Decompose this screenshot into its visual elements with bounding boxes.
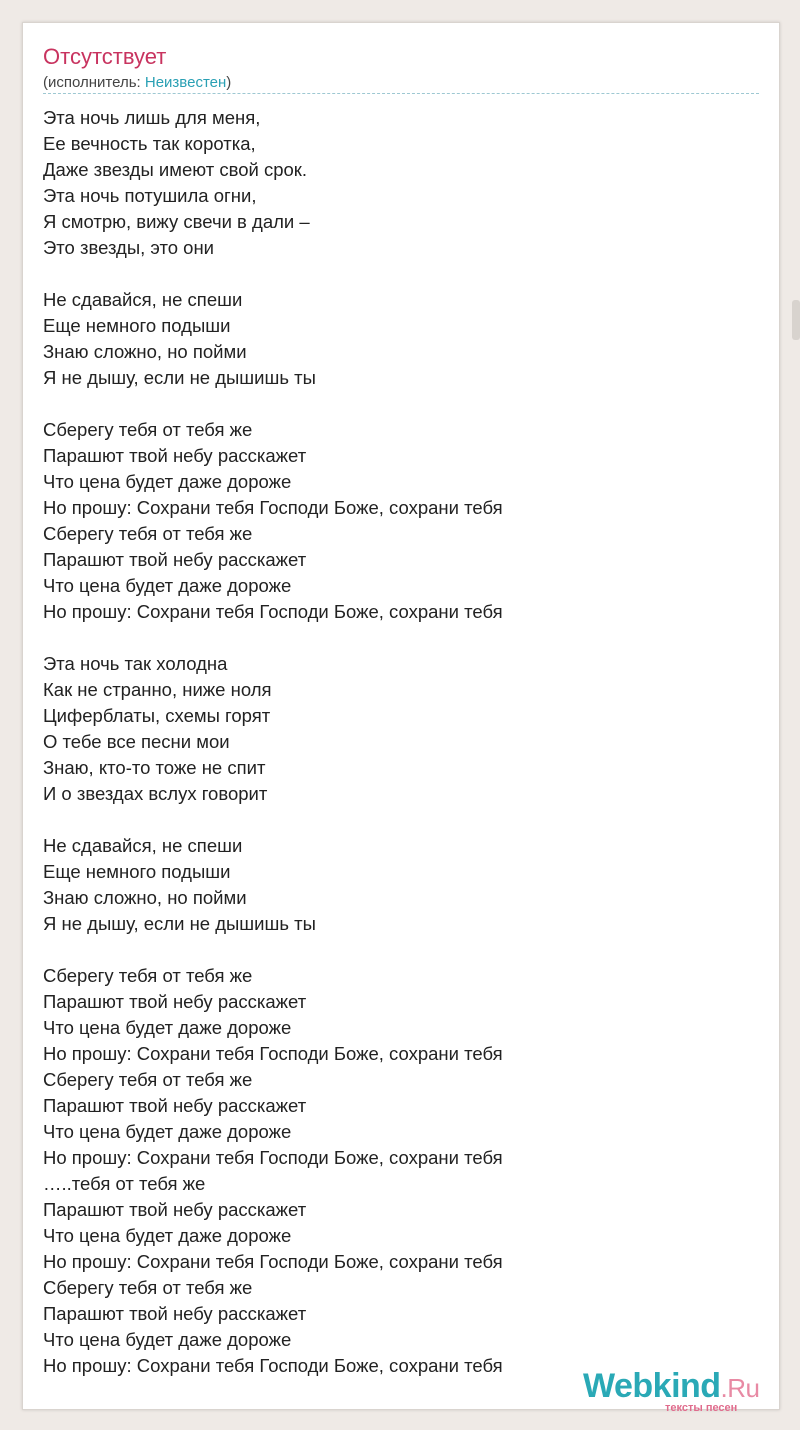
lyric-line: Но прошу: Сохрани тебя Господи Боже, сохрани тебя (43, 1355, 503, 1376)
lyric-line: И о звездах вслух говорит (43, 783, 268, 804)
dashed-divider (43, 93, 759, 94)
lyric-line: Эта ночь потушила огни, (43, 185, 257, 206)
lyric-line: Что цена будет даже дороже (43, 471, 292, 492)
lyric-line: Парашют твой небу расскажет (43, 991, 307, 1012)
lyric-line: Но прошу: Сохрани тебя Господи Боже, сохрани тебя (43, 497, 503, 518)
lyric-line: Но прошу: Сохрани тебя Господи Боже, сохрани тебя (43, 1043, 503, 1064)
lyric-line: Знаю сложно, но пойми (43, 341, 247, 362)
lyric-line: Парашют твой небу расскажет (43, 445, 307, 466)
scrollbar[interactable] (792, 300, 800, 340)
lyric-line: Парашют твой небу расскажет (43, 1199, 307, 1220)
lyrics-text (43, 105, 503, 1379)
lyric-line: Я не дышу, если не дышишь ты (43, 913, 316, 934)
lyric-line: Даже звезды имеют свой срок. (43, 159, 308, 180)
lyric-line: Я смотрю, вижу свечи в дали – (43, 211, 310, 232)
lyric-line: Это звезды, это они (43, 237, 214, 258)
lyric-line: Сберегу тебя от тебя же (43, 419, 253, 440)
artist-line (43, 73, 231, 93)
stanza (43, 833, 503, 937)
webkind-logo[interactable] (583, 1367, 783, 1417)
lyric-line: Сберегу тебя от тебя же (43, 1277, 253, 1298)
stanza (43, 651, 503, 807)
lyric-line: Эта ночь так холодна (43, 653, 228, 674)
lyric-line: Что цена будет даже дороже (43, 1225, 292, 1246)
stanza (43, 417, 503, 625)
lyrics-card (22, 22, 780, 1414)
lyric-line: Но прошу: Сохрани тебя Господи Боже, сохрани тебя (43, 601, 503, 622)
lyric-line: Что цена будет даже дороже (43, 1121, 292, 1142)
lyric-line: Парашют твой небу расскажет (43, 1095, 307, 1116)
lyric-line: Сберегу тебя от тебя же (43, 523, 253, 544)
lyric-line: Но прошу: Сохрани тебя Господи Боже, сохрани тебя (43, 1251, 503, 1272)
logo-tagline: тексты песен (665, 1402, 738, 1414)
lyric-line: Парашют твой небу расскажет (43, 1303, 307, 1324)
stanza (43, 105, 503, 261)
artist-link[interactable]: Неизвестен (144, 74, 227, 91)
lyric-line: Сберегу тебя от тебя же (43, 965, 253, 986)
lyric-line: Циферблаты, схемы горят (43, 705, 271, 726)
song-title: Отсутствует (43, 44, 167, 69)
lyric-line: Я не дышу, если не дышишь ты (43, 367, 316, 388)
artist-suffix: ) (226, 74, 232, 91)
lyric-line: …..тебя от тебя же (43, 1173, 206, 1194)
lyric-line: Что цена будет даже дороже (43, 1329, 292, 1350)
lyric-line: Не сдавайся, не спеши (43, 289, 243, 310)
lyric-line: Что цена будет даже дороже (43, 575, 292, 596)
lyric-line: Знаю сложно, но пойми (43, 887, 247, 908)
lyric-line: Эта ночь лишь для меня, (43, 107, 261, 128)
lyric-line: Но прошу: Сохрани тебя Господи Боже, сохрани тебя (43, 1147, 503, 1168)
lyric-line: Еще немного подыши (43, 315, 231, 336)
lyric-line: Сберегу тебя от тебя же (43, 1069, 253, 1090)
stanza (43, 287, 503, 391)
artist-prefix: (исполнитель: (43, 74, 145, 91)
stanza (43, 963, 503, 1379)
logo-wordmark (583, 1367, 760, 1407)
lyric-line: Знаю, кто-то тоже не спит (43, 757, 266, 778)
lyric-line: Что цена будет даже дороже (43, 1017, 292, 1038)
lyric-line: Не сдавайся, не спеши (43, 835, 243, 856)
lyric-line: Еще немного подыши (43, 861, 231, 882)
logo-main-text: Webkind (583, 1367, 721, 1405)
lyric-line: Парашют твой небу расскажет (43, 549, 307, 570)
lyric-line: Как не странно, ниже ноля (43, 679, 272, 700)
lyric-line: Ее вечность так коротка, (43, 133, 256, 154)
lyric-line: О тебе все песни мои (43, 731, 230, 752)
logo-domain: .Ru (720, 1373, 760, 1403)
